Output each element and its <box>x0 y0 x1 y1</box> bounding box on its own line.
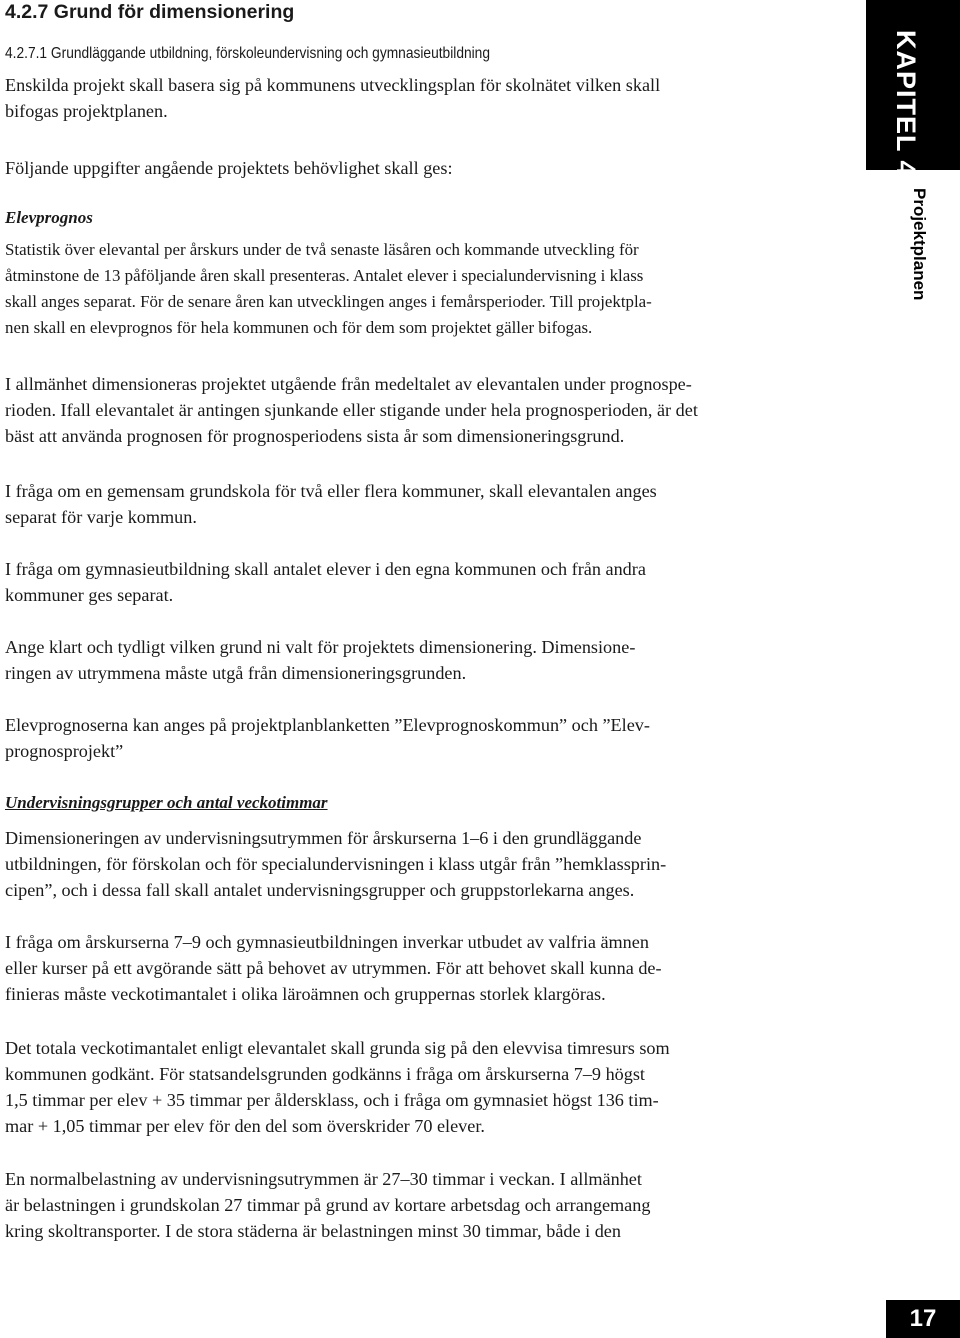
paragraph-gemensam <box>5 478 775 530</box>
text-line: Dimensioneringen av undervisningsutrymmen för årskurserna 1–6 i den grundläggande <box>5 828 642 848</box>
text-line: eller kurser på ett avgörande sätt på behovet av utrymmen. För att behovet skall kunna de- <box>5 958 662 978</box>
paragraph-ange <box>5 634 775 686</box>
paragraph-following <box>5 155 775 181</box>
text-line: Elevprognoserna kan anges på projektplanblanketten ”Elevprognoskommun” och ”Elev- <box>5 715 650 735</box>
text-line: kommuner ges separat. <box>5 585 174 605</box>
chapter-tab-label: KAPITEL 4. <box>891 30 921 186</box>
section-heading: 4.2.7 Grund för dimensionering <box>5 1 295 23</box>
text-line: I fråga om en gemensam grundskola för två eller flera kommuner, skall elevantalen anges <box>5 481 657 501</box>
text-line: cipen”, och i dessa fall skall antalet undervisningsgrupper och gruppstorlekarna anges. <box>5 880 635 900</box>
text-line: skall anges separat. För de senare åren kan utvecklingen anges i femårsperioder. Till projektpla- <box>5 292 652 311</box>
paragraph-dimensioneringen <box>5 825 775 903</box>
text-line: separat för varje kommun. <box>5 507 197 527</box>
text-line: finieras måste veckotimantalet i olika läroämnen och gruppernas storlek klargöras. <box>5 984 606 1004</box>
paragraph-allmanhet <box>5 371 775 449</box>
heading-undervisningsgrupper: Undervisningsgrupper och antal veckotimmar <box>5 793 328 812</box>
subsection-heading: 4.2.7.1 Grundläggande utbildning, förskoleundervisning och gymnasieutbildning <box>5 45 490 62</box>
chapter-title-vertical: Projektplanen <box>910 188 929 301</box>
paragraph-arskurserna <box>5 929 775 1007</box>
paragraph-gymnasie <box>5 556 775 608</box>
text-line: En normalbelastning av undervisningsutrymmen är 27–30 timmar i veckan. I allmänhet <box>5 1169 642 1189</box>
text-line: rioden. Ifall elevantalet är antingen sjunkande eller stigande under hela prognosperioden, är det <box>5 400 698 420</box>
text-line: åtminstone de 13 påföljande åren skall presenteras. Antalet elever i specialundervisning i klass <box>5 266 644 285</box>
text-line: ringen av utrymmena måste utgå från dimensioneringsgrunden. <box>5 663 467 683</box>
text-line: I fråga om gymnasieutbildning skall antalet elever i den egna kommunen och från andra <box>5 559 646 579</box>
text-line: mar + 1,05 timmar per elev för den del som överskrider 70 elever. <box>5 1116 485 1136</box>
text-line: prognosprojekt” <box>5 741 124 761</box>
paragraph-statistik <box>5 237 775 341</box>
text-line: nen skall en elevprognos för hela kommunen och för dem som projektet gäller bifogas. <box>5 318 593 337</box>
heading-elevprognos: Elevprognos <box>5 208 93 227</box>
text-line: Enskilda projekt skall basera sig på kommunens utvecklingsplan för skolnätet vilken skall <box>5 75 661 95</box>
text-line: kring skoltransporter. I de stora städerna är belastningen minst 30 timmar, både i den <box>5 1221 621 1241</box>
text-line: utbildningen, för förskolan och för specialundervisningen i klass utgår från ”hemklassprin- <box>5 854 667 874</box>
paragraph-elevprognoserna <box>5 712 775 764</box>
text-line: är belastningen i grundskolan 27 timmar på grund av kortare arbetsdag och arrangemang <box>5 1195 651 1215</box>
text-line: kommunen godkänt. För statsandelsgrunden godkänns i fråga om årskurserna 7–9 högst <box>5 1064 645 1084</box>
text-line: I fråga om årskurserna 7–9 och gymnasieutbildningen inverkar utbudet av valfria ämnen <box>5 932 649 952</box>
text-line: Följande uppgifter angående projektets behövlighet skall ges: <box>5 158 453 178</box>
text-line: I allmänhet dimensioneras projektet utgående från medeltalet av elevantalen under prognospe- <box>5 374 692 394</box>
page-number: 17 <box>909 1305 937 1332</box>
text-line: bäst att använda prognosen för prognosperiodens sista år som dimensioneringsgrund. <box>5 426 625 446</box>
text-line: Statistik över elevantal per årskurs under de två senaste läsåren och kommande utveckling för <box>5 240 639 259</box>
paragraph-normalbelastning <box>5 1166 775 1244</box>
paragraph-totala <box>5 1035 775 1139</box>
text-line: Det totala veckotimantalet enligt elevantalet skall grunda sig på den elevvisa timresurs som <box>5 1038 670 1058</box>
text-line: Ange klart och tydligt vilken grund ni valt för projektets dimensionering. Dimensione- <box>5 637 636 657</box>
text-line: 1,5 timmar per elev + 35 timmar per åldersklass, och i fråga om gymnasiet högst 136 tim- <box>5 1090 659 1110</box>
paragraph-intro <box>5 72 775 124</box>
text-line: bifogas projektplanen. <box>5 101 168 121</box>
